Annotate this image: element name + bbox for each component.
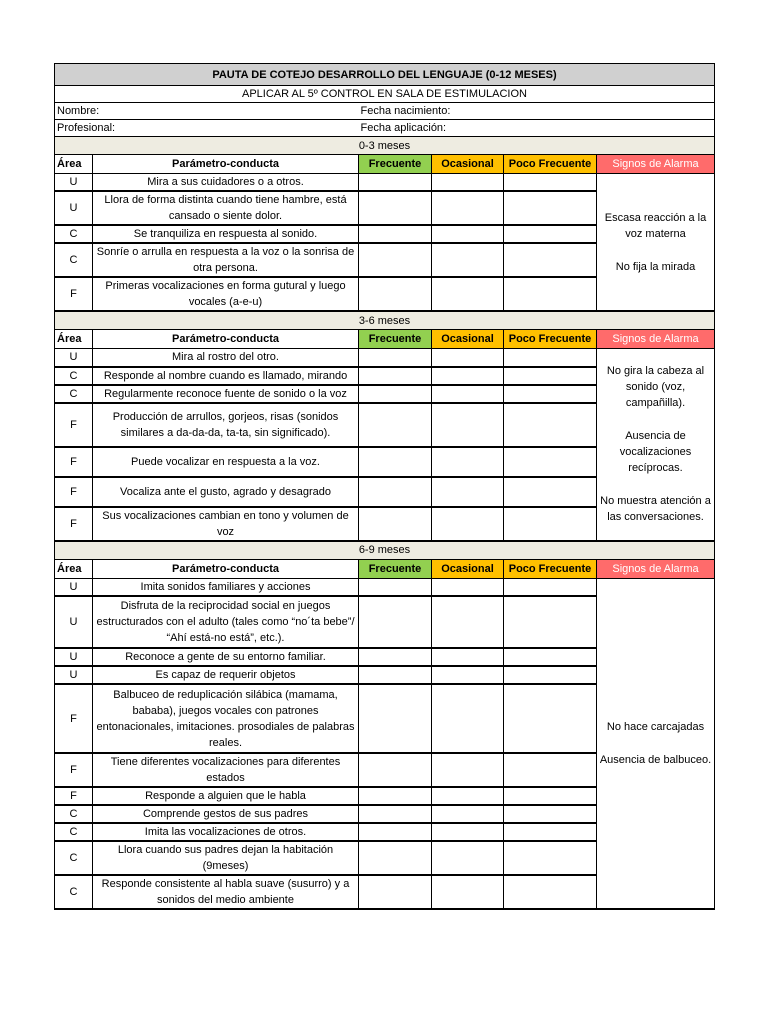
- ocasional-checkbox-cell[interactable]: [432, 596, 504, 648]
- col-frecuente-header: Frecuente: [359, 155, 432, 174]
- parametro-cell: Regularmente reconoce fuente de sonido o la voz: [93, 385, 359, 403]
- area-cell: U: [55, 578, 93, 596]
- parametro-cell: Mira a sus cuidadores o a otros.: [93, 174, 359, 192]
- parametro-cell: Imita sonidos familiares y acciones: [93, 578, 359, 596]
- parametro-cell: Comprende gestos de sus padres: [93, 805, 359, 823]
- parametro-cell: Puede vocalizar en respuesta a la voz.: [93, 447, 359, 477]
- area-cell: C: [55, 823, 93, 841]
- col-ocasional-header: Ocasional: [432, 330, 504, 349]
- frecuente-checkbox-cell[interactable]: [359, 684, 432, 753]
- parametro-cell: Primeras vocalizaciones en forma gutural y luego vocales (a-e-u): [93, 277, 359, 311]
- parametro-cell: Responde consistente al habla suave (susurro) y a sonidos del medio ambiente: [93, 875, 359, 909]
- frecuente-checkbox-cell[interactable]: [359, 875, 432, 909]
- col-signos-alarma-header: Signos de Alarma: [597, 330, 715, 349]
- parametro-cell: Balbuceo de reduplicación silábica (mamama, bababa), juegos vocales con patrones entonacionales, imitaciones. prosodiales de palabras reales.: [93, 684, 359, 753]
- parametro-cell: Disfruta de la reciprocidad social en juegos estructurados con el adulto (tales como “no´ta bebe”/ “Ahí está-no está”, etc.).: [93, 596, 359, 648]
- ocasional-checkbox-cell[interactable]: [432, 349, 504, 367]
- table-row: [55, 174, 715, 192]
- ocasional-checkbox-cell[interactable]: [432, 666, 504, 684]
- alarm-spacer: [599, 735, 712, 752]
- area-cell: F: [55, 277, 93, 311]
- area-cell: C: [55, 805, 93, 823]
- frecuente-checkbox-cell[interactable]: [359, 477, 432, 507]
- ocasional-checkbox-cell[interactable]: [432, 225, 504, 243]
- poco-frecuente-checkbox-cell[interactable]: [504, 787, 597, 805]
- frecuente-checkbox-cell[interactable]: [359, 243, 432, 277]
- area-cell: F: [55, 477, 93, 507]
- col-parametro-header: Parámetro-conducta: [93, 155, 359, 174]
- poco-frecuente-checkbox-cell[interactable]: [504, 191, 597, 225]
- col-area-header: Área: [55, 155, 93, 174]
- frecuente-checkbox-cell[interactable]: [359, 787, 432, 805]
- parametro-cell: Llora cuando sus padres dejan la habitación (9meses): [93, 841, 359, 875]
- frecuente-checkbox-cell[interactable]: [359, 596, 432, 648]
- area-cell: U: [55, 648, 93, 666]
- frecuente-checkbox-cell[interactable]: [359, 349, 432, 367]
- ocasional-checkbox-cell[interactable]: [432, 753, 504, 787]
- frecuente-checkbox-cell[interactable]: [359, 367, 432, 385]
- poco-frecuente-checkbox-cell[interactable]: [504, 666, 597, 684]
- page-subtitle: APLICAR AL 5º CONTROL EN SALA DE ESTIMULACION: [55, 86, 715, 103]
- ocasional-checkbox-cell[interactable]: [432, 823, 504, 841]
- area-cell: C: [55, 875, 93, 909]
- checklist-table: [54, 63, 715, 910]
- parametro-cell: Tiene diferentes vocalizaciones para diferentes estados: [93, 753, 359, 787]
- area-cell: F: [55, 787, 93, 805]
- fecha-aplicacion-field[interactable]: Fecha aplicación:: [359, 120, 715, 137]
- area-cell: U: [55, 596, 93, 648]
- alarm-sign-text: No gira la cabeza al sonido (voz, campañilla).: [606, 365, 705, 410]
- poco-frecuente-checkbox-cell[interactable]: [504, 367, 597, 385]
- ocasional-checkbox-cell[interactable]: [432, 403, 504, 447]
- col-poco-frecuente-header: Poco Frecuente: [504, 155, 597, 174]
- ocasional-checkbox-cell[interactable]: [432, 277, 504, 311]
- alarm-sign-text: No muestra atención a las conversaciones.: [600, 495, 711, 524]
- parametro-cell: Reconoce a gente de su entorno familiar.: [93, 648, 359, 666]
- col-poco-frecuente-header: Poco Frecuente: [504, 559, 597, 578]
- signos-alarma-cell: [597, 349, 715, 541]
- nombre-field[interactable]: Nombre:: [55, 103, 359, 120]
- col-area-header: Área: [55, 330, 93, 349]
- signos-alarma-cell: [597, 578, 715, 909]
- parametro-cell: Mira al rostro del otro.: [93, 349, 359, 367]
- area-cell: F: [55, 507, 93, 541]
- ocasional-checkbox-cell[interactable]: [432, 578, 504, 596]
- area-cell: C: [55, 367, 93, 385]
- ocasional-checkbox-cell[interactable]: [432, 648, 504, 666]
- frecuente-checkbox-cell[interactable]: [359, 447, 432, 477]
- parametro-cell: Llora de forma distinta cuando tiene hambre, está cansado o siente dolor.: [93, 191, 359, 225]
- poco-frecuente-checkbox-cell[interactable]: [504, 684, 597, 753]
- area-cell: U: [55, 174, 93, 192]
- ocasional-checkbox-cell[interactable]: [432, 841, 504, 875]
- area-cell: C: [55, 385, 93, 403]
- alarm-spacer: [599, 242, 712, 259]
- col-frecuente-header: Frecuente: [359, 559, 432, 578]
- ocasional-checkbox-cell[interactable]: [432, 787, 504, 805]
- area-cell: C: [55, 243, 93, 277]
- fecha-nacimiento-field[interactable]: Fecha nacimiento:: [359, 103, 715, 120]
- section-header: 0-3 meses: [55, 137, 715, 155]
- ocasional-checkbox-cell[interactable]: [432, 684, 504, 753]
- poco-frecuente-checkbox-cell[interactable]: [504, 277, 597, 311]
- checklist-sheet: [54, 63, 714, 910]
- poco-frecuente-checkbox-cell[interactable]: [504, 753, 597, 787]
- col-frecuente-header: Frecuente: [359, 330, 432, 349]
- parametro-cell: Vocaliza ante el gusto, agrado y desagrado: [93, 477, 359, 507]
- ocasional-checkbox-cell[interactable]: [432, 805, 504, 823]
- ocasional-checkbox-cell[interactable]: [432, 875, 504, 909]
- poco-frecuente-checkbox-cell[interactable]: [504, 805, 597, 823]
- frecuente-checkbox-cell[interactable]: [359, 191, 432, 225]
- poco-frecuente-checkbox-cell[interactable]: [504, 403, 597, 447]
- frecuente-checkbox-cell[interactable]: [359, 753, 432, 787]
- col-ocasional-header: Ocasional: [432, 559, 504, 578]
- poco-frecuente-checkbox-cell[interactable]: [504, 823, 597, 841]
- page-title: PAUTA DE COTEJO DESARROLLO DEL LENGUAJE (0-12 MESES): [55, 64, 715, 86]
- frecuente-checkbox-cell[interactable]: [359, 578, 432, 596]
- table-row: [55, 578, 715, 596]
- ocasional-checkbox-cell[interactable]: [432, 243, 504, 277]
- poco-frecuente-checkbox-cell[interactable]: [504, 648, 597, 666]
- col-signos-alarma-header: Signos de Alarma: [597, 559, 715, 578]
- ocasional-checkbox-cell[interactable]: [432, 447, 504, 477]
- alarm-sign-text: Ausencia de balbuceo.: [599, 753, 712, 766]
- parametro-cell: Es capaz de requerir objetos: [93, 666, 359, 684]
- alarm-spacer: [599, 476, 712, 493]
- parametro-cell: Responde al nombre cuando es llamado, mirando: [93, 367, 359, 385]
- ocasional-checkbox-cell[interactable]: [432, 507, 504, 541]
- frecuente-checkbox-cell[interactable]: [359, 277, 432, 311]
- frecuente-checkbox-cell[interactable]: [359, 385, 432, 403]
- poco-frecuente-checkbox-cell[interactable]: [504, 243, 597, 277]
- parametro-cell: Imita las vocalizaciones de otros.: [93, 823, 359, 841]
- area-cell: U: [55, 666, 93, 684]
- col-signos-alarma-header: Signos de Alarma: [597, 155, 715, 174]
- frecuente-checkbox-cell[interactable]: [359, 403, 432, 447]
- table-row: [55, 349, 715, 367]
- alarm-sign-text: No hace carcajadas: [606, 720, 705, 733]
- frecuente-checkbox-cell[interactable]: [359, 805, 432, 823]
- section-header: 6-9 meses: [55, 541, 715, 560]
- parametro-cell: Producción de arrullos, gorjeos, risas (sonidos similares a da-da-da, ta-ta, sin significado).: [93, 403, 359, 447]
- poco-frecuente-checkbox-cell[interactable]: [504, 841, 597, 875]
- poco-frecuente-checkbox-cell[interactable]: [504, 507, 597, 541]
- parametro-cell: Se tranquiliza en respuesta al sonido.: [93, 225, 359, 243]
- frecuente-checkbox-cell[interactable]: [359, 225, 432, 243]
- frecuente-checkbox-cell[interactable]: [359, 507, 432, 541]
- poco-frecuente-checkbox-cell[interactable]: [504, 875, 597, 909]
- area-cell: C: [55, 225, 93, 243]
- col-parametro-header: Parámetro-conducta: [93, 559, 359, 578]
- area-cell: U: [55, 349, 93, 367]
- parametro-cell: Sonríe o arrulla en respuesta a la voz o la sonrisa de otra persona.: [93, 243, 359, 277]
- poco-frecuente-checkbox-cell[interactable]: [504, 385, 597, 403]
- area-cell: F: [55, 403, 93, 447]
- alarm-spacer: [599, 411, 712, 428]
- col-parametro-header: Parámetro-conducta: [93, 330, 359, 349]
- profesional-field[interactable]: Profesional:: [55, 120, 359, 137]
- section-header: 3-6 meses: [55, 311, 715, 330]
- col-area-header: Área: [55, 559, 93, 578]
- area-cell: U: [55, 191, 93, 225]
- alarm-sign-text: No fija la mirada: [615, 260, 696, 273]
- poco-frecuente-checkbox-cell[interactable]: [504, 349, 597, 367]
- ocasional-checkbox-cell[interactable]: [432, 367, 504, 385]
- poco-frecuente-checkbox-cell[interactable]: [504, 477, 597, 507]
- ocasional-checkbox-cell[interactable]: [432, 174, 504, 192]
- poco-frecuente-checkbox-cell[interactable]: [504, 596, 597, 648]
- frecuente-checkbox-cell[interactable]: [359, 823, 432, 841]
- area-cell: C: [55, 841, 93, 875]
- alarm-sign-text: Escasa reacción a la voz materna: [604, 211, 707, 240]
- frecuente-checkbox-cell[interactable]: [359, 841, 432, 875]
- alarm-sign-text: Ausencia de vocalizaciones recíprocas.: [619, 430, 692, 475]
- parametro-cell: Sus vocalizaciones cambian en tono y volumen de voz: [93, 507, 359, 541]
- ocasional-checkbox-cell[interactable]: [432, 191, 504, 225]
- col-ocasional-header: Ocasional: [432, 155, 504, 174]
- ocasional-checkbox-cell[interactable]: [432, 385, 504, 403]
- poco-frecuente-checkbox-cell[interactable]: [504, 174, 597, 192]
- parametro-cell: Responde a alguien que le habla: [93, 787, 359, 805]
- area-cell: F: [55, 753, 93, 787]
- frecuente-checkbox-cell[interactable]: [359, 174, 432, 192]
- signos-alarma-cell: [597, 174, 715, 312]
- poco-frecuente-checkbox-cell[interactable]: [504, 225, 597, 243]
- ocasional-checkbox-cell[interactable]: [432, 477, 504, 507]
- col-poco-frecuente-header: Poco Frecuente: [504, 330, 597, 349]
- frecuente-checkbox-cell[interactable]: [359, 648, 432, 666]
- frecuente-checkbox-cell[interactable]: [359, 666, 432, 684]
- poco-frecuente-checkbox-cell[interactable]: [504, 578, 597, 596]
- poco-frecuente-checkbox-cell[interactable]: [504, 447, 597, 477]
- area-cell: F: [55, 684, 93, 753]
- area-cell: F: [55, 447, 93, 477]
